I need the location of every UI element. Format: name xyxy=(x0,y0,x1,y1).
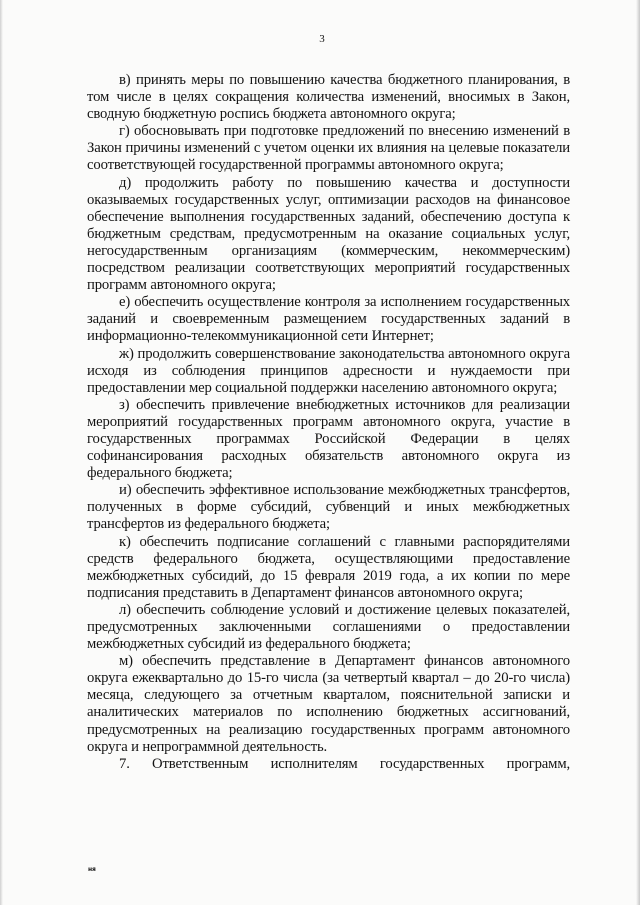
paragraph-g: г) обосновывать при подготовке предложений по внесению изменений в Закон причины изменений с учетом оценки их влияния на целевые показатели соответствующей государственной программы автономного округа; xyxy=(87,123,570,174)
paragraph-z: з) обеспечить привлечение внебюджетных источников для реализации мероприятий государственных программ автономного округа, участие в государственных программах Российской Федерации в целях софинансирования расходных обязательств автономного округа из федерального бюджета; xyxy=(87,396,570,482)
footer-mark: ня xyxy=(88,866,96,873)
paragraph-v: в) принять меры по повышению качества бюджетного планирования, в том числе в целях сокращения количества изменений, вносимых в Закон, сводную бюджетную роспись бюджета автономного округа; xyxy=(87,72,570,123)
paragraph-e: е) обеспечить осуществление контроля за исполнением государственных заданий и своевременным размещением государственных заданий в информационно-телекоммуникационной сети Интернет; xyxy=(87,294,570,345)
paragraph-k: к) обеспечить подписание соглашений с главными распорядителями средств федерального бюджета, осуществляющими предоставление межбюджетных субсидий, до 15 февраля 2019 года, а их копии по мере подписания представить в Департамент финансов автономного округа; xyxy=(87,533,570,601)
paragraph-zh: ж) продолжить совершенствование законодательства автономного округа исходя из соблюдения принципов адресности и нуждаемости при предоставлении мер социальной поддержки населению автономного округа; xyxy=(87,345,570,396)
scan-edge-right xyxy=(636,0,640,905)
paragraph-d: д) продолжить работу по повышению качества и доступности оказываемых государственных услуг, оптимизации расходов на финансовое обеспечение выполнения государственных заданий, обеспечению доступа к бюджетным средствам, предусмотренным на оказание социальных услуг, негосударственным организациям (коммерческим, некоммерческим) посредством реализации соответствующих мероприятий государственных программ автономного округа; xyxy=(87,174,570,294)
paragraph-l: л) обеспечить соблюдение условий и достижение целевых показателей, предусмотренных заключенными соглашениями о предоставлении межбюджетных субсидий из федерального бюджета; xyxy=(87,601,570,653)
paragraph-i: и) обеспечить эффективное использование межбюджетных трансфертов, полученных в форме субсидий, субвенций и иных межбюджетных трансфертов из федерального бюджета; xyxy=(87,482,570,533)
paragraph-m: м) обеспечить представление в Департамент финансов автономного округа ежеквартально до 15-го числа (за четвертый квартал – до 20-го числа) месяца, следующего за отчетным кварталом, пояснительной записки и аналитических материалов по исполнению бюджетных ассигнований, предусмотренных на реализацию государственных программ автономного округа и непрограммной деятельность. xyxy=(87,653,570,755)
document-body xyxy=(87,72,570,773)
page-number: 3 xyxy=(319,33,325,45)
scan-edge-left xyxy=(0,0,3,905)
paragraph-7: 7. Ответственным исполнителям государственных программ, xyxy=(119,755,570,772)
